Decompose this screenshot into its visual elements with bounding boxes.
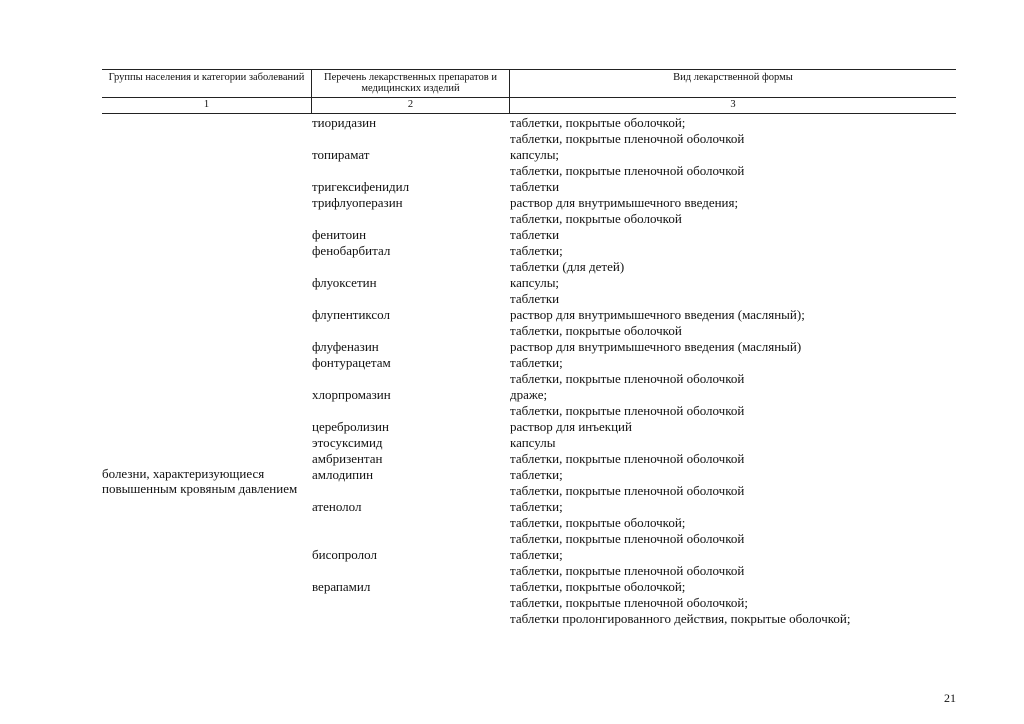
table-row [102, 579, 956, 627]
dosage-form-line: таблетки, покрытые оболочкой [510, 323, 682, 338]
dosage-form-line: раствор для инъекций [510, 419, 632, 434]
table-row [102, 243, 956, 275]
drug-name: хлорпромазин [312, 387, 391, 402]
dosage-forms [510, 147, 956, 179]
dosage-form-line: капсулы; [510, 147, 560, 162]
dosage-form-line: таблетки, покрытые пленочной оболочкой [510, 371, 745, 386]
drug-name: трифлуоперазин [312, 195, 403, 210]
table-row [102, 387, 956, 419]
dosage-form-line: таблетки, покрытые пленочной оболочкой [510, 563, 745, 578]
header-groups: Группы населения и категории заболеваний [108, 72, 305, 83]
dosage-form-line: таблетки, покрытые пленочной оболочкой [510, 531, 745, 546]
drug-name: амбризентан [312, 451, 383, 466]
table-row [102, 435, 956, 451]
table-row [102, 547, 956, 579]
dosage-form-line: таблетки [510, 227, 560, 242]
dosage-form-line: таблетки, покрытые пленочной оболочкой; [510, 595, 748, 610]
dosage-form-line: таблетки; [510, 547, 563, 562]
table-body [102, 115, 956, 627]
dosage-form-line: таблетки, покрытые оболочкой; [510, 515, 686, 530]
dosage-form-line: таблетки пролонгированного действия, покрытые оболочкой; [510, 611, 851, 626]
dosage-form-line: таблетки, покрытые пленочной оболочкой [510, 131, 745, 146]
dosage-forms [510, 115, 956, 147]
dosage-forms [510, 243, 956, 275]
dosage-form-line: таблетки; [510, 467, 563, 482]
drug-name: тригексифенидил [312, 179, 410, 194]
table-row [102, 227, 956, 243]
dosage-form-line: капсулы; [510, 275, 560, 290]
dosage-form-line: таблетки; [510, 499, 563, 514]
dosage-forms [510, 307, 956, 339]
drug-name: тиоридазин [312, 115, 377, 130]
dosage-form-line: капсулы [510, 435, 556, 450]
dosage-forms [510, 499, 956, 547]
dosage-forms [510, 419, 956, 435]
drug-name: флуфеназин [312, 339, 379, 354]
dosage-form-line: таблетки; [510, 243, 563, 258]
dosage-forms [510, 195, 956, 227]
table-row [102, 147, 956, 179]
dosage-form-line: раствор для внутримышечного введения; [510, 195, 739, 210]
table-row [102, 275, 956, 307]
dosage-forms [510, 451, 956, 467]
dosage-form-line: таблетки; [510, 355, 563, 370]
column-number-1: 1 [203, 99, 210, 110]
dosage-form-line: таблетки, покрытые оболочкой; [510, 579, 686, 594]
table-row [102, 419, 956, 435]
dosage-forms [510, 227, 956, 243]
dosage-forms [510, 275, 956, 307]
dosage-forms [510, 579, 956, 627]
table-row [102, 467, 956, 499]
dosage-form-line: раствор для внутримышечного введения (масляный) [510, 339, 802, 354]
dosage-form-line: таблетки, покрытые оболочкой [510, 211, 682, 226]
drug-name: церебролизин [312, 419, 389, 434]
drug-name: амлодипин [312, 467, 374, 482]
dosage-form-line: таблетки, покрытые пленочной оболочкой [510, 451, 745, 466]
dosage-form-line: таблетки, покрытые пленочной оболочкой [510, 403, 745, 418]
table-row [102, 499, 956, 547]
dosage-form-line: таблетки, покрытые пленочной оболочкой [510, 163, 745, 178]
table-row [102, 355, 956, 387]
dosage-forms [510, 467, 956, 499]
drug-name: бисопролол [312, 547, 377, 562]
dosage-form-line: раствор для внутримышечного введения (масляный); [510, 307, 805, 322]
table-row [102, 339, 956, 355]
column-number-rule [102, 113, 956, 114]
column-number-3: 3 [730, 99, 736, 110]
dosage-form-line: таблетки [510, 291, 560, 306]
drug-name: фонтурацетам [312, 355, 391, 370]
table-row [102, 307, 956, 339]
table-row [102, 115, 956, 147]
dosage-form-line: драже; [510, 387, 548, 402]
dosage-form-line: таблетки, покрытые пленочной оболочкой [510, 483, 745, 498]
table-top-rule [102, 69, 956, 70]
drug-name: этосуксимид [312, 435, 383, 450]
dosage-forms [510, 547, 956, 579]
drug-name: топирамат [312, 147, 370, 162]
header-forms: Вид лекарственной формы [673, 72, 793, 83]
dosage-forms [510, 179, 956, 195]
page-number: 21 [944, 691, 956, 705]
dosage-form-line: таблетки (для детей) [510, 259, 625, 274]
dosage-forms [510, 355, 956, 387]
dosage-form-line: таблетки, покрытые оболочкой; [510, 115, 686, 130]
drug-name: фенобарбитал [312, 243, 391, 258]
header-drugs: Перечень лекарственных препаратов и медицинских изделий [324, 72, 497, 94]
drug-name: атенолол [312, 499, 362, 514]
column-number-2: 2 [407, 99, 414, 110]
drug-name: фенитоин [312, 227, 367, 242]
table-row [102, 195, 956, 227]
table-row [102, 451, 956, 467]
drug-name: флупентиксол [312, 307, 390, 322]
header-divider-rule [102, 97, 956, 98]
group-label-hypertension: болезни, характеризующиеся повышенным кровяным давлением [102, 466, 298, 496]
dosage-forms [510, 435, 956, 451]
dosage-form-line: таблетки [510, 179, 560, 194]
dosage-forms [510, 387, 956, 419]
dosage-forms [510, 339, 956, 355]
drug-name: флуоксетин [312, 275, 377, 290]
drug-name: верапамил [312, 579, 371, 594]
table-row [102, 179, 956, 195]
